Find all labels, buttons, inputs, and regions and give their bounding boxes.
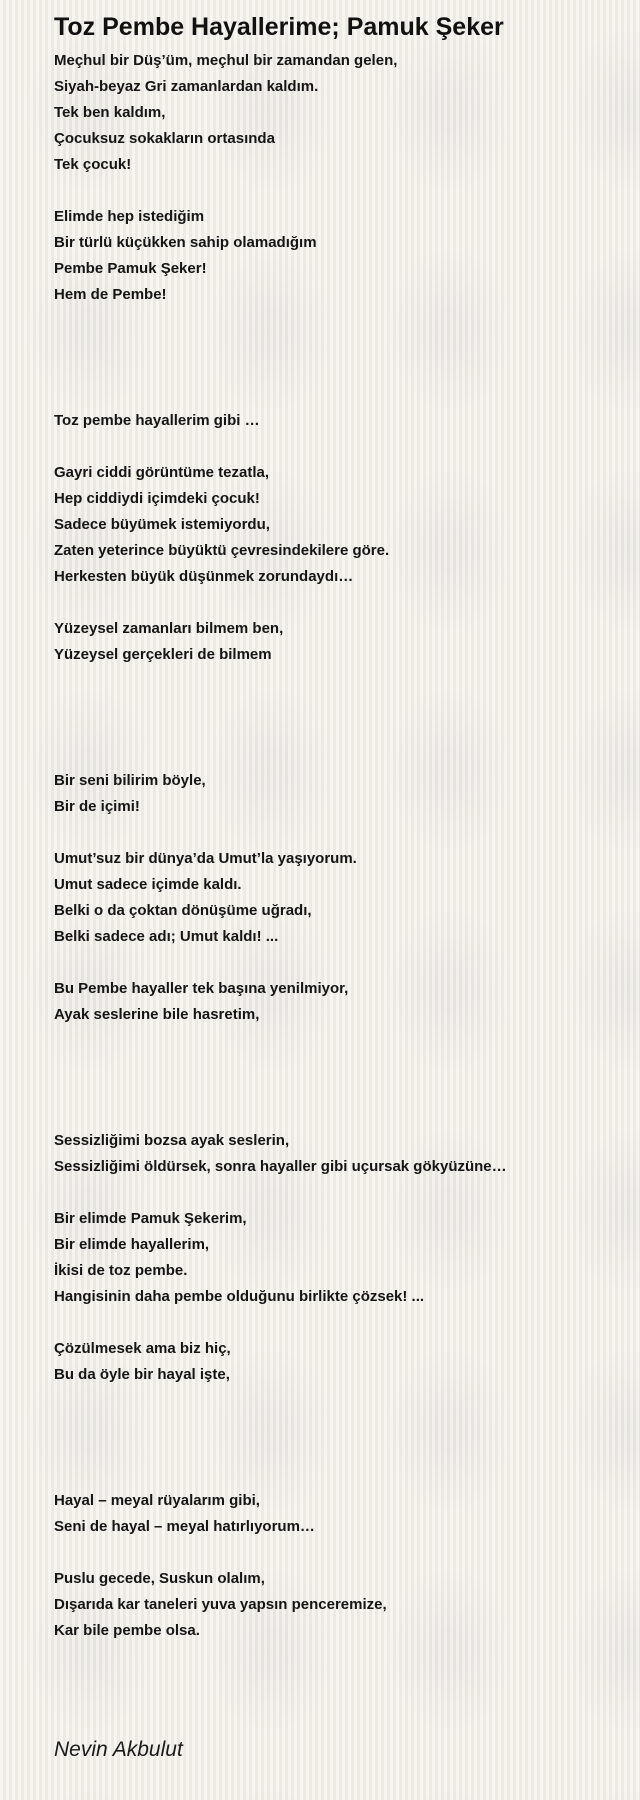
poem-line: Hangisinin daha pembe olduğunu birlikte çözsek! ... <box>54 1288 425 1305</box>
poem-line: Meçhul bir Düş’üm, meçhul bir zamandan gelen, <box>54 52 398 69</box>
poem-line: Bir türlü küçükken sahip olamadığım <box>54 234 317 251</box>
poem-line: Yüzeysel zamanları bilmem ben, <box>54 620 284 637</box>
poem-line: Çözülmesek ama biz hiç, <box>54 1340 231 1357</box>
stanza-8 <box>54 976 614 1028</box>
stanza-9 <box>54 1128 614 1180</box>
poem-line: Dışarıda kar taneleri yuva yapsın penceremize, <box>54 1596 387 1613</box>
poem-line: Yüzeysel gerçekleri de bilmem <box>54 646 272 663</box>
stanza-1 <box>54 48 614 178</box>
poem-line: Umut’suz bir dünya’da Umut’la yaşıyorum. <box>54 850 357 867</box>
stanza-11 <box>54 1336 614 1388</box>
stanza-4 <box>54 460 614 590</box>
stanza-5 <box>54 616 614 668</box>
poem-line: Seni de hayal – meyal hatırlıyorum… <box>54 1518 315 1535</box>
poem-line: Hep ciddiydi içimdeki çocuk! <box>54 490 260 507</box>
poem-line: Bir elimde hayallerim, <box>54 1236 210 1253</box>
poem-line: Gayri ciddi görüntüme tezatla, <box>54 464 270 481</box>
poem-line: Elimde hep istediğim <box>54 208 205 225</box>
stanza-7 <box>54 846 614 950</box>
poem-line: Bir de içimi! <box>54 798 140 815</box>
poem-line: Hem de Pembe! <box>54 286 167 303</box>
poem-line: Tek ben kaldım, <box>54 104 166 121</box>
author-name: Nevin Akbulut <box>54 1738 183 1761</box>
poem-line: Bu da öyle bir hayal işte, <box>54 1366 230 1383</box>
poem-line: Bu Pembe hayaller tek başına yenilmiyor, <box>54 980 349 997</box>
poem-line: İkisi de toz pembe. <box>54 1262 188 1279</box>
poem-title: Toz Pembe Hayallerime; Pamuk Şeker <box>54 13 504 41</box>
poem-line: Sadece büyümek istemiyordu, <box>54 516 270 533</box>
stanza-10 <box>54 1206 614 1310</box>
poem-line: Kar bile pembe olsa. <box>54 1622 200 1639</box>
poem-line: Siyah-beyaz Gri zamanlardan kaldım. <box>54 78 319 95</box>
poem-line: Ayak seslerine bile hasretim, <box>54 1006 260 1023</box>
poem-line: Çocuksuz sokakların ortasında <box>54 130 275 147</box>
poem-line: Umut sadece içimde kaldı. <box>54 876 242 893</box>
poem-line: Puslu gecede, Suskun olalım, <box>54 1570 265 1587</box>
stanza-6 <box>54 768 614 820</box>
poem-line: Bir seni bilirim böyle, <box>54 772 206 789</box>
poem-line: Sessizliğimi bozsa ayak seslerin, <box>54 1132 290 1149</box>
poem-line: Tek çocuk! <box>54 156 132 173</box>
poem-line: Bir elimde Pamuk Şekerim, <box>54 1210 247 1227</box>
poem-line: Hayal – meyal rüyalarım gibi, <box>54 1492 260 1509</box>
stanza-13 <box>54 1566 614 1644</box>
poem-line: Sessizliğimi öldürsek, sonra hayaller gibi uçursak gökyüzüne… <box>54 1158 507 1175</box>
poem-line: Herkesten büyük düşünmek zorundaydı… <box>54 568 354 585</box>
poem-line: Pembe Pamuk Şeker! <box>54 260 207 277</box>
stanza-12 <box>54 1488 614 1540</box>
stanza-3 <box>54 408 614 434</box>
poem-line: Zaten yeterince büyüktü çevresindekilere göre. <box>54 542 390 559</box>
poem-line: Belki o da çoktan dönüşüme uğradı, <box>54 902 312 919</box>
poem <box>54 12 614 1644</box>
stanza-2 <box>54 204 614 308</box>
poem-line: Belki sadece adı; Umut kaldı! ... <box>54 928 279 945</box>
poem-line: Toz pembe hayallerim gibi … <box>54 412 260 429</box>
